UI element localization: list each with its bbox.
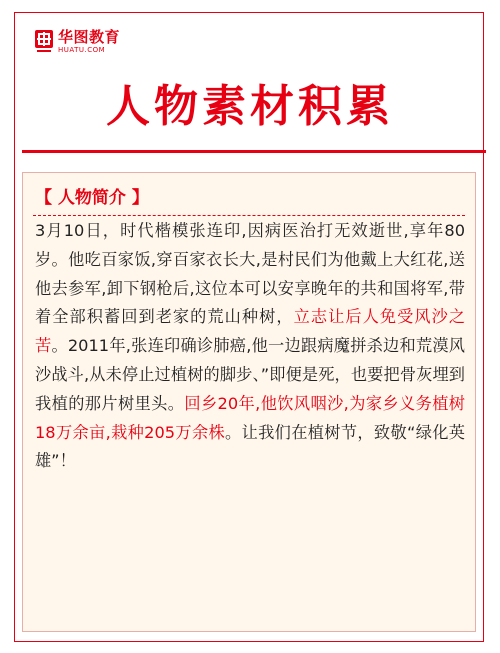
- title-divider: [22, 150, 486, 153]
- brand-name: 华图教育: [58, 28, 121, 46]
- profile-card: [22, 172, 476, 632]
- section-heading: 【 人物简介 】: [35, 188, 149, 208]
- paragraph-highlight: 回乡20年,他饮风咽沙,为家乡义务植树18万余亩,栽种205万余株: [35, 393, 465, 442]
- paragraph-segment: 。2011年,张连印确诊肺癌,他一边跟病魔拼杀边和荒漠风沙战斗,从未停止过植树的脚步、”即便是死，也要把骨灰埋到我植的那片树里头。: [35, 336, 465, 413]
- brand-logo[interactable]: [34, 28, 120, 56]
- paragraph-highlight: 立志让后人免受风沙之苦: [35, 307, 466, 356]
- profile-paragraph: [35, 217, 465, 476]
- dashed-divider: [33, 215, 465, 216]
- page-title: 人物素材积累: [106, 81, 394, 132]
- brand-url: HUATU.COM: [58, 46, 106, 54]
- huatu-logo-icon: [34, 29, 54, 55]
- paragraph-segment: 。让我们在植树节，致敬“绿化英雄”！: [35, 422, 465, 471]
- paragraph-segment: 3月10日，时代楷模张连印,因病医治打无效逝世,享年80岁。他吃百家饭,穿百家衣长大,是村民们为他戴上大红花,送他去参军,卸下钢枪后,这位本可以安享晚年的共和国将军,带着全部积蓄回到老家的荒山种树，: [35, 221, 465, 327]
